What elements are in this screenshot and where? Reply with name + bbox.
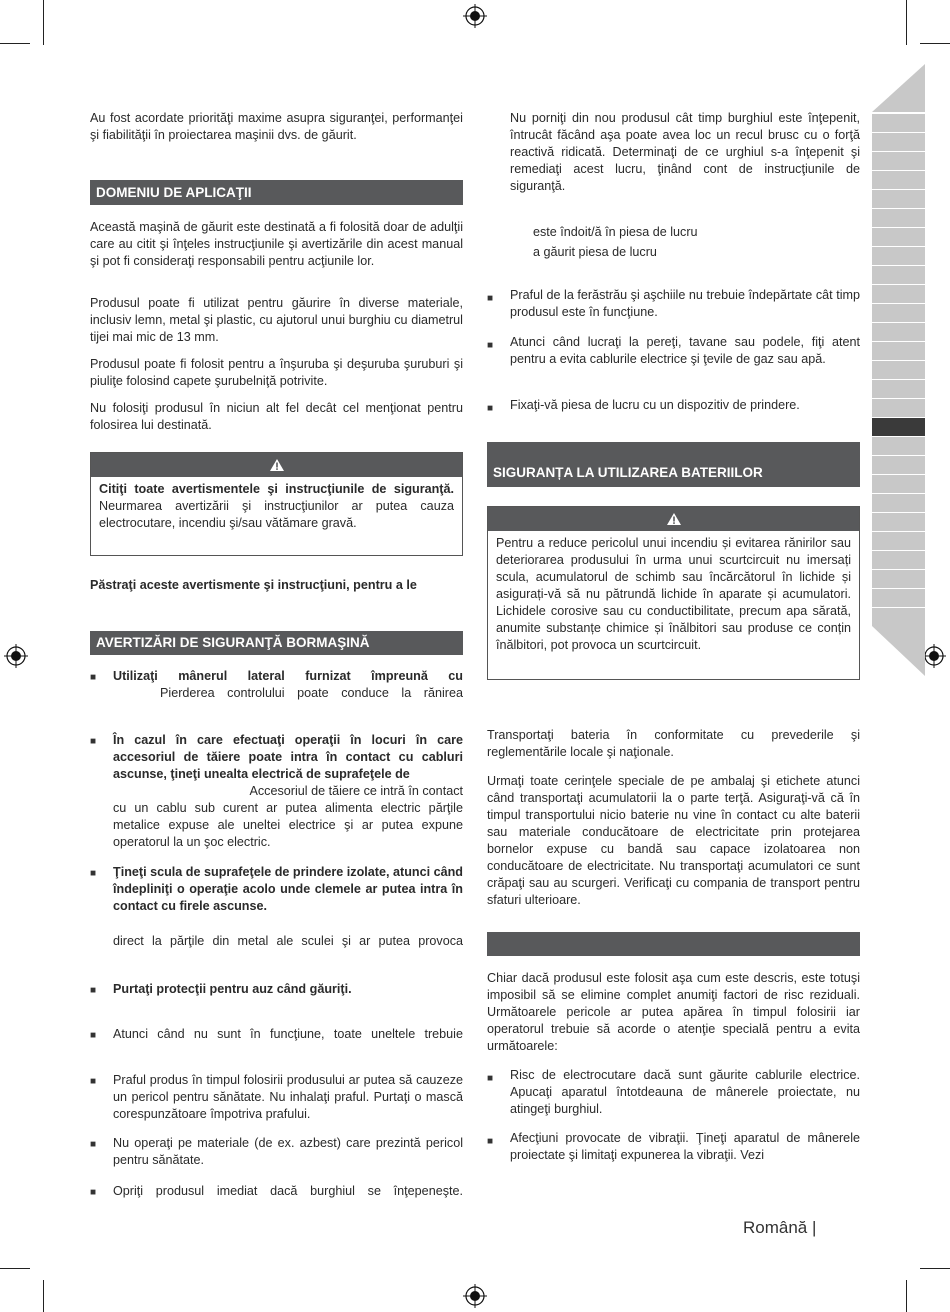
language-tab [872, 475, 925, 493]
warning-box [90, 452, 463, 556]
language-tab [872, 532, 925, 550]
warning-header [91, 453, 462, 477]
warning-text [91, 477, 462, 536]
language-tab [872, 513, 925, 531]
crop-mark [920, 1268, 950, 1269]
crop-mark [906, 1280, 907, 1312]
bullet-side-handle-rest: Pierderea controlului poate conduce la rănirea [160, 686, 463, 700]
battery-warning-text: Pentru a reduce pericolul unui incendiu și evitarea rănirilor sau deteriorarea produsului în urma unui scurtcircuit nu imersați scula, acumulatorul de schimb sau încărcătorul în lichide și asigurați-vă să nu pătrundă lichide în aparate și acumulatori. Lichidele corosive sau cu conductibilitate, precum apa sărată, anumite substanțe chimice și înălbitori sau produse ce conțin înălbitori, pot provoca un scurtcircuit. [496, 536, 851, 652]
language-tab [872, 608, 925, 626]
language-tab [872, 342, 925, 360]
crop-mark [43, 1280, 44, 1312]
bullet-electrocution: Risc de electrocutare dacă sunt găurite cablurile electrice. Apucaţi aparatul întotdeauna de mânerele proiectate, nu atingeţi burghiul. [510, 1068, 860, 1116]
bullet-vibration: Afecţiuni provocate de vibraţii. Ţineţi aparatul de mânerele proiectate şi limitaţi expunerea la vibraţii. Vezi [510, 1131, 860, 1162]
applications-paragraph: Produsul poate fi utilizat pentru găurire în diverse materiale, inclusiv lemn, metal şi plastic, cu ajutorul unui burghiu cu diametrul tijei mai mic de 13 mm. [90, 296, 463, 344]
language-tab [872, 570, 925, 588]
language-tab [872, 323, 925, 341]
bullet-marker: ■ [90, 1187, 97, 1198]
applications-paragraph: Produsul poate fi folosit pentru a înşuruba şi deşuruba şuruburi şi piuliţe folosind capete şurubelniţă potrivite. [90, 357, 463, 388]
applications-paragraph: Această maşină de găurit este destinată a fi folosită doar de adulţii care au citit şi înţeles instrucţiunile şi avertizările din acest manual şi pot fi consideraţi responsabili pentru acţiunile lor. [90, 220, 463, 268]
language-tab [872, 190, 925, 208]
bullet-storage: Atunci când nu sunt în funcţiune, toate uneltele trebuie [113, 1027, 463, 1041]
language-tab [872, 247, 925, 265]
crop-mark [920, 43, 950, 44]
language-tab [872, 551, 925, 569]
stuck-reason: este îndoit/ă în piesa de lucru [533, 225, 698, 239]
bullet-marker: ■ [487, 293, 494, 304]
language-tab-active [872, 418, 925, 436]
language-tab [872, 304, 925, 322]
applications-paragraph: Nu folosiţi produsul în niciun alt fel decât cel menţionat pentru folosirea lui destinată. [90, 401, 463, 432]
bullet-marker: ■ [487, 340, 494, 351]
tab-bottom-triangle [872, 626, 925, 676]
bullet-hidden-cables: În cazul în care efectuaţi operaţii în locuri în care accesoriul de tăiere poate intra în contact cu cabluri ascunse, ţineţi unealta electrică de suprafeţele de [113, 733, 463, 781]
bullet-marker: ■ [90, 1030, 97, 1041]
section-heading-battery: SIGURANȚA LA UTILIZAREA BATERIILOR [487, 442, 860, 487]
bullet-marker: ■ [90, 736, 97, 747]
bullet-marker: ■ [487, 403, 494, 414]
language-tab [872, 285, 925, 303]
bullet-marker: ■ [487, 1136, 494, 1147]
intro-paragraph: Au fost acordate priorităţi maxime asupra siguranţei, performanţei şi fiabilităţii în proiectarea maşinii dvs. de găurit. [90, 111, 463, 142]
warning-bold: Citiţi toate avertismentele şi instrucţiunile de siguranţă. [99, 482, 454, 496]
bullet-marker: ■ [90, 672, 97, 683]
language-tab [872, 209, 925, 227]
crop-mark [906, 0, 907, 45]
registration-mark-icon [922, 644, 946, 668]
bullet-sawdust: Praful de la ferăstrău şi aşchiile nu trebuie îndepărtate cât timp produsul este în funcţiune. [510, 288, 860, 319]
language-tab [872, 456, 925, 474]
keep-instructions: Păstraţi aceste avertismente şi instrucţiuni, pentru a le [90, 578, 417, 592]
language-tab [872, 437, 925, 455]
language-tab [872, 171, 925, 189]
section-heading-applications: DOMENIU DE APLICAŢII [90, 180, 463, 205]
language-tab [872, 589, 925, 607]
section-heading-drill-safety: AVERTIZĂRI DE SIGURANŢĂ BORMAŞINĂ [90, 631, 463, 655]
bullet-marker: ■ [487, 1073, 494, 1084]
language-tab [872, 228, 925, 246]
bullet-hidden-cables-rest: cu un cablu sub curent ar putea alimenta electric părţile metalice expuse ale uneltei electrice şi ar putea expune operatorul la un şoc electric. [113, 801, 463, 849]
warning-body: Neurmarea avertizării şi instrucţiunilor ar putea cauza electrocutare, incendiu şi/sau vătămare gravă. [99, 499, 454, 530]
crop-mark [0, 1268, 30, 1269]
crop-mark [0, 43, 30, 44]
registration-mark-icon [463, 1284, 487, 1308]
bullet-hazard-materials: Nu operaţi pe materiale (de ex. azbest) care prezintă pericol pentru sănătate. [113, 1136, 463, 1167]
bullet-hearing: Purtaţi protecţii pentru auz când găuriţi. [113, 982, 352, 996]
language-tab [872, 361, 925, 379]
registration-mark-icon [463, 4, 487, 28]
language-tab [872, 380, 925, 398]
warning-triangle-icon [666, 512, 682, 526]
registration-mark-icon [4, 644, 28, 668]
bullet-insulated-grip-rest: direct la părţile din metal ale sculei şi ar putea provoca [113, 934, 463, 948]
stuck-reason: a găurit piesa de lucru [533, 245, 657, 259]
tab-top-triangle [872, 64, 925, 114]
language-tab [872, 152, 925, 170]
bullet-marker: ■ [90, 1076, 97, 1087]
stuck-bit-paragraph: Nu porniţi din nou produsul cât timp burghiul este înţepenit, întrucât făcând aşa poate avea loc un recul brusc cu o forţă reactivă ridicată. Determinaţi de ce urghiul s-a înţepenit şi remediaţi acest lucru, ţinând cont de instrucţiunile de siguranţă. [510, 111, 860, 193]
language-tab [872, 494, 925, 512]
bullet-stop: Opriţi produsul imediat dacă burghiul se înţepeneşte. [113, 1184, 463, 1198]
language-tab [872, 133, 925, 151]
transport-paragraph: Transportaţi bateria în conformitate cu prevederile şi reglementările locale şi naţionale. [487, 728, 860, 759]
warning-triangle-icon [269, 458, 285, 472]
transport-paragraph: Urmaţi toate cerinţele speciale de pe ambalaj şi etichete atunci când transportaţi acumulatorii la o parte terţă. Asiguraţi-vă că în timpul transportului nicio baterie nu vine în contact cu alte baterii sau materiale conducătoare de electricitate prin protejarea bornelor expuse cu bandă sau capace izolatoarea non conducătoare de electricitate. Nu transportaţi acumulatori ce sunt crăpaţi sau au scurgeri. Verificaţi cu compania de transport pentru sfaturi ulterioare. [487, 774, 860, 907]
page-language-label: Română | [743, 1218, 817, 1237]
bullet-hidden-cables-tail: Accesoriul de tăiere ce intră în contact [249, 784, 463, 798]
language-tab [872, 266, 925, 284]
language-tab [872, 399, 925, 417]
section-heading-residual-risks [487, 932, 860, 956]
language-tab [872, 114, 925, 132]
warning-header [488, 507, 859, 531]
bullet-insulated-grip: Ţineţi scula de suprafeţele de prindere izolate, atunci când îndepliniţi o operaţie acolo unde clemele ar putea intra în contact cu firele ascunse. [113, 865, 463, 913]
bullet-side-handle: Utilizaţi mânerul lateral furnizat împreună cu [113, 669, 463, 683]
residual-risks-paragraph: Chiar dacă produsul este folosit aşa cum este descris, este totuşi imposibil să se elimine complet anumiţi factori de risc reziduali. Următoarele pericole ar putea apărea în timpul folosirii iar operatorul trebuie să acorde o atenţie specială pentru a evita următoarele: [487, 971, 860, 1053]
crop-mark [43, 0, 44, 45]
bullet-marker: ■ [90, 868, 97, 879]
bullet-clamp: Fixaţi-vă piesa de lucru cu un dispozitiv de prindere. [510, 398, 800, 412]
bullet-marker: ■ [90, 1139, 97, 1150]
battery-warning-box [487, 506, 860, 680]
bullet-marker: ■ [90, 985, 97, 996]
bullet-dust: Praful produs în timpul folosirii produsului ar putea să cauzeze un pericol pentru sănătate. Nu inhalaţi praful. Purtaţi o mască corespunzătoare împotriva prafului. [113, 1073, 463, 1121]
bullet-walls: Atunci când lucraţi la pereţi, tavane sau podele, fiţi atent pentru a evita cablurile electrice şi ţevile de gaz sau apă. [510, 335, 860, 366]
